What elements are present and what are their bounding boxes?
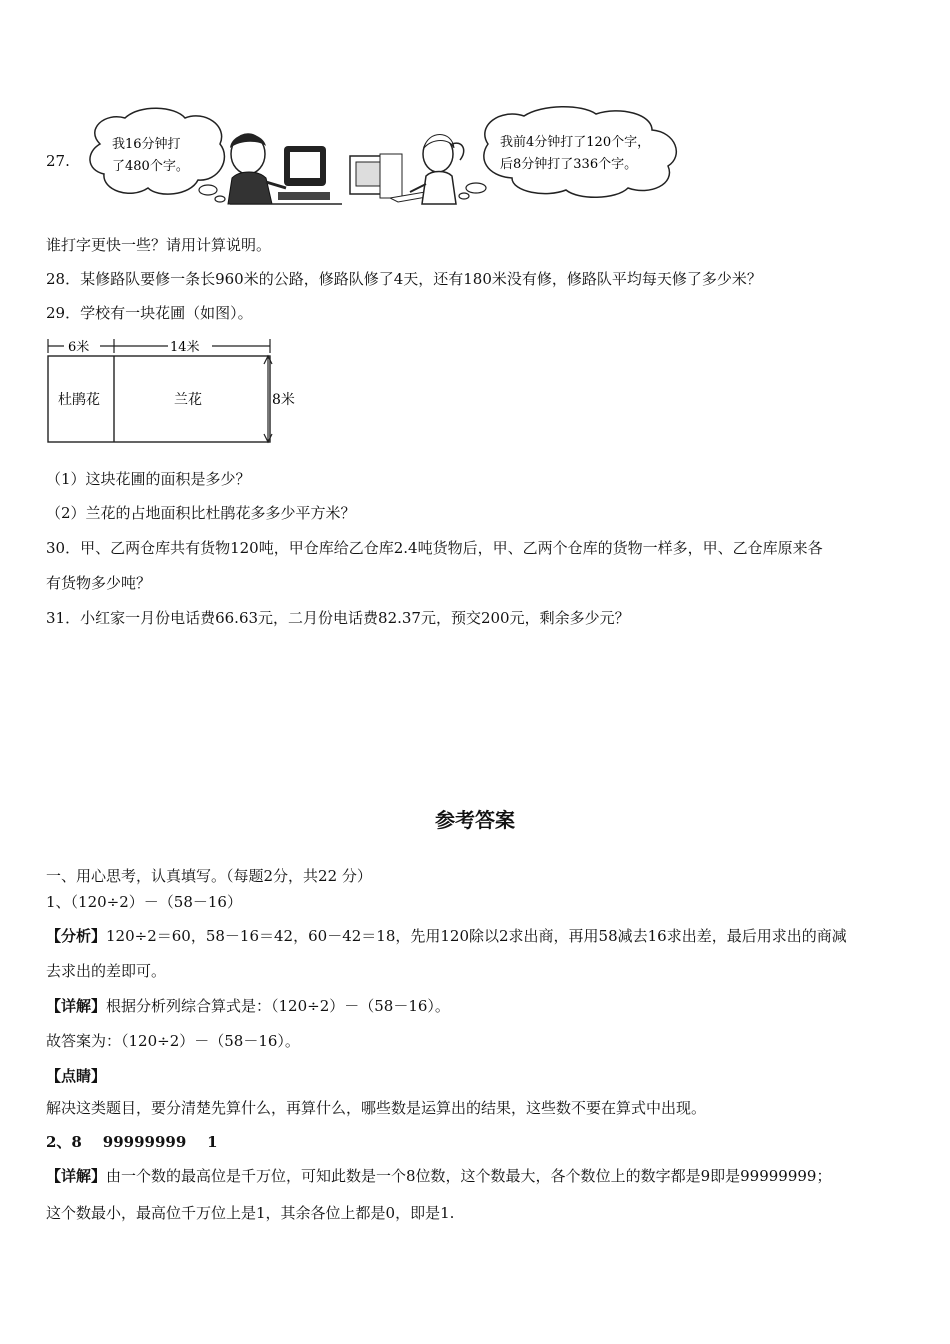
- answers-section-1: 一、用心思考，认真填写。（每题2分，共22 分）: [46, 867, 372, 885]
- answers-title: 参考答案: [435, 808, 515, 832]
- detail-text: 根据分析列综合算式是：（120÷2）－（58－16）。: [106, 997, 450, 1015]
- dimension-height: 8米: [272, 392, 295, 408]
- question-31-text: 31．小红家一月份电话费66.63元，二月份电话费82.37元，预交200元，剩余多少元？: [46, 609, 630, 627]
- answer-1-analysis-line-2: 去求出的差即可。: [46, 962, 167, 980]
- typing-illustration: [80, 104, 720, 214]
- question-29-sub-1: （1）这块花圃的面积是多少？: [46, 470, 251, 488]
- answer-2-detail-line-1: [46, 1166, 831, 1186]
- dimension-left-width: 6米: [68, 340, 90, 355]
- question-27-number: 27.: [46, 152, 70, 170]
- girl-computer: [350, 154, 432, 202]
- boy-bubble-line-1: 我16分钟打: [112, 137, 181, 152]
- detail-text-2: 由一个数的最高位是千万位，可知此数是一个8位数，这个数最大，各个数位上的数字都是9即是99999999；: [106, 1167, 832, 1185]
- answer-2: 2、8 99999999 1: [46, 1133, 218, 1151]
- answer-1-final: 故答案为：（120÷2）－（58－16）。: [46, 1032, 300, 1050]
- boy-bubble-line-2: 了480个字。: [112, 159, 189, 174]
- answer-1-note-label: 【点睛】: [46, 1067, 107, 1085]
- boy-speech-bubble: [90, 108, 225, 202]
- answer-1-analysis-line-1: [46, 926, 847, 946]
- question-30-line-2: 有货物多少吨？: [46, 574, 152, 592]
- detail-label-2: 【详解】: [46, 1167, 107, 1185]
- answer-1-note: 解决这类题目，要分清楚先算什么，再算什么，哪些数是运算出的结果，这些数不要在算式中出现。: [46, 1099, 707, 1117]
- dimension-right-width: 14米: [170, 340, 200, 355]
- flower-bed-diagram: [44, 334, 314, 444]
- question-30-line-1: 30．甲、乙两仓库共有货物120吨，甲仓库给乙仓库2.4吨货物后，甲、乙两个仓库的货物一样多，甲、乙仓库原来各: [46, 539, 823, 557]
- girl-bubble-line-2: 后8分钟打了336个字。: [500, 157, 638, 172]
- answer-1: 1、（120÷2）－（58－16）: [46, 893, 242, 911]
- analysis-text: 120÷2＝60，58－16＝42，60－42＝18，先用120除以2求出商，再用58减去16求出差，最后用求出的商减: [106, 927, 847, 945]
- detail-label: 【详解】: [46, 997, 107, 1015]
- boy-typing-figure: [228, 134, 286, 204]
- question-27-text: 谁打字更快一些？请用计算说明。: [46, 236, 272, 254]
- girl-bubble-line-1: 我前4分钟打了120个字，: [500, 135, 651, 150]
- answer-2-detail-line-2: 这个数最小，最高位千万位上是1，其余各位上都是0，即是1.: [46, 1204, 455, 1222]
- region-orchid: 兰花: [174, 392, 202, 408]
- analysis-label: 【分析】: [46, 927, 107, 945]
- region-azalea: 杜鹃花: [58, 392, 100, 408]
- question-29-sub-2: （2）兰花的占地面积比杜鹃花多多少平方米？: [46, 504, 356, 522]
- question-28-text: 28．某修路队要修一条长960米的公路，修路队修了4天，还有180米没有修，修路队平均每天修了多少米？: [46, 270, 762, 288]
- girl-speech-bubble: [459, 107, 676, 199]
- answer-1-detail: [46, 996, 450, 1016]
- question-29-text: 29．学校有一块花圃（如图）。: [46, 304, 253, 322]
